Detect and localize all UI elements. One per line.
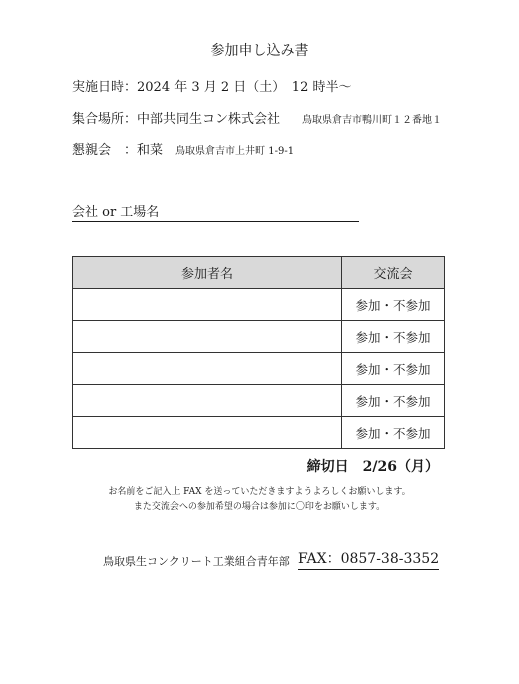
attendance-option[interactable]: 参加・不参加	[342, 417, 445, 449]
company-field-label: 会社 or 工場名	[72, 205, 160, 220]
attendance-option[interactable]: 参加・不参加	[342, 289, 445, 321]
table-row	[73, 417, 445, 449]
attendance-option[interactable]: 参加・不参加	[342, 385, 445, 417]
table-header-row	[73, 257, 445, 289]
footer-organization: 鳥取県生コンクリート工業組合青年部	[103, 555, 290, 568]
header-social-event: 交流会	[342, 257, 445, 289]
attendance-option[interactable]: 参加・不参加	[342, 321, 445, 353]
table-row	[73, 385, 445, 417]
participant-table	[72, 256, 445, 449]
participant-name-cell[interactable]	[73, 385, 342, 417]
header-participant-name: 参加者名	[73, 257, 342, 289]
table-row	[73, 289, 445, 321]
event-date-line	[72, 76, 351, 95]
social-event-label: 懇親会 ：	[72, 143, 138, 158]
company-field[interactable]	[72, 201, 359, 222]
participant-name-cell[interactable]	[73, 321, 342, 353]
attendance-option[interactable]: 参加・不参加	[342, 353, 445, 385]
participant-name-cell[interactable]	[73, 289, 342, 321]
social-event-value: 和菜	[137, 143, 164, 158]
meeting-place-value: 中部共同生コン株式会社	[137, 112, 281, 127]
participant-name-cell[interactable]	[73, 353, 342, 385]
meeting-place-label: 集合場所：	[72, 112, 138, 127]
social-event-line	[72, 139, 294, 158]
meeting-place-address: 鳥取県倉吉市鴨川町１２番地１	[302, 115, 443, 126]
table-row	[73, 353, 445, 385]
instruction-note-2: また交流会への参加希望の場合は参加に〇印をお願いします。	[133, 502, 386, 512]
participant-name-cell[interactable]	[73, 417, 342, 449]
event-date-label: 実施日時：	[72, 80, 138, 95]
footer-fax-number: FAX：0857-38-3352	[298, 548, 439, 570]
document-title: 参加申し込み書	[210, 43, 309, 59]
social-event-address: 鳥取県倉吉市上井町 1-9-1	[175, 146, 295, 157]
instruction-note-1: お名前をご記入上 FAX を送っていただきますようよろしくお願いします。	[108, 487, 411, 497]
event-date-value: 2024 年 3 月 2 日（土） 12 時半～	[137, 80, 352, 95]
deadline: 締切日 2/26（月）	[306, 459, 439, 475]
meeting-place-line	[72, 108, 442, 127]
table-row	[73, 321, 445, 353]
